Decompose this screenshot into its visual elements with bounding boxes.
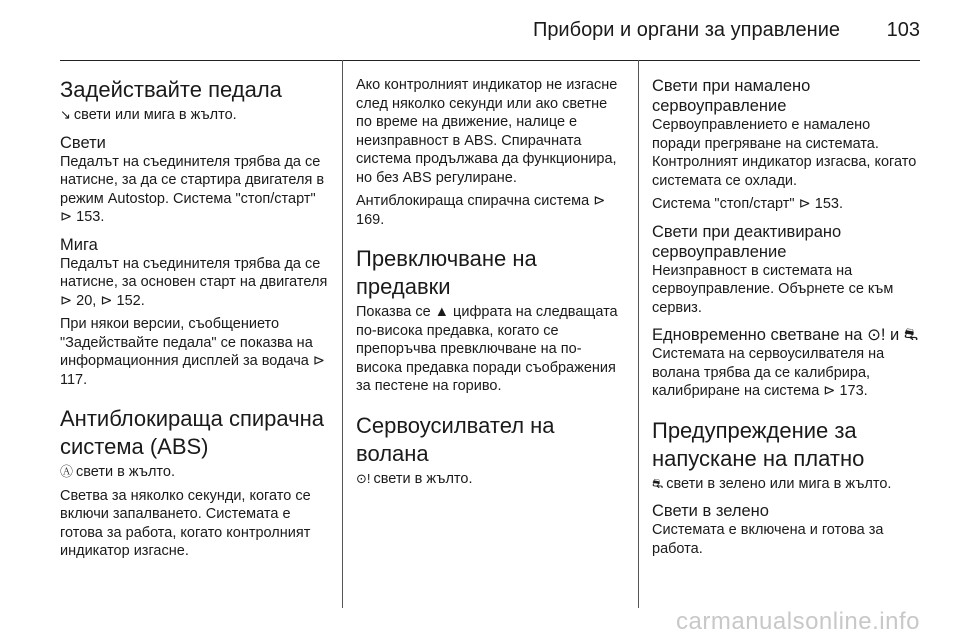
page-header — [0, 0, 960, 60]
abs-ref: Антиблокираща спирачна система ⊳ 169. — [356, 193, 606, 228]
abs-text: Светва за няколко секунди, когато се включи запалването. Системата е готова за работа, когато контролният индикатор изгасне. — [60, 487, 311, 559]
reduced-ref: Система "стоп/старт" ⊳ 153. — [652, 196, 843, 212]
chapter-title: Прибори и органи за управление — [532, 19, 840, 41]
reduced-text: Сервоуправлението е намалено поради прегряване на системата. Контролният индикатор изгасва, когато системата се охлади. — [652, 117, 917, 189]
steering-status: ⊙! свети в жълто. — [356, 470, 473, 487]
lit-text: Педалът на съединителя трябва да се натисне, за да се стартира двигателя в режим Autostop. Система "стоп/старт" ⊳ 153. — [60, 153, 325, 225]
heading-reduced: Свети при намалено сервоуправление — [652, 77, 811, 115]
lane-status: ⛐ свети в зелено или мига в жълто. — [652, 475, 892, 492]
column-divider — [638, 60, 639, 608]
column-3 — [652, 76, 922, 563]
column-1 — [60, 76, 328, 566]
shift-text: Показва се ▲ цифрата на следващата по-висока предавка, когато се препоръчва превключване на по-висока предавка поради съображения за пестене на гориво. — [356, 304, 618, 394]
header-rule — [60, 60, 920, 61]
heading-flash: Мига — [60, 235, 98, 254]
deactivated-text: Неизправност в системата на сервоуправление. Обърнете се към сервиз. — [652, 262, 894, 316]
abs-status: Ⓐ свети в жълто. — [60, 464, 176, 480]
column-2 — [356, 76, 624, 493]
flash-text: Педалът на съединителя трябва да се натисне, за основен старт на двигателя ⊳ 20, ⊳ 152. — [60, 255, 328, 309]
steering-warning-icon: ⊙! — [356, 470, 371, 486]
column-divider — [342, 60, 343, 608]
heading-lit: Свети — [60, 133, 106, 152]
abs-icon: Ⓐ — [60, 464, 74, 479]
lane-departure-icon: ⛐ — [652, 475, 664, 491]
green-text: Системата е включена и готова за работа. — [652, 522, 884, 557]
heading-steering: Сервоусилвател на волана — [356, 412, 555, 466]
heading-clutch: Задействайте педала — [60, 77, 282, 102]
heading-simultaneous: Едновременно светване на ⊙! и ⛐ — [652, 326, 919, 344]
simultaneous-text: Системата на сервоусилвателя на волана трябва да се калибрира, калибриране на система ⊳ 173. — [652, 346, 885, 399]
heading-lane-departure: Предупреждение за напускане на платно — [652, 417, 865, 471]
page-number: 103 — [886, 19, 920, 41]
heading-abs: Антиблокираща спирачна система (ABS) — [60, 406, 324, 459]
abs-text-2: Ако контролният индикатор не изгасне след няколко секунди или ако светне по време на движение, налице е неизправност в ABS. Спирачната система продължава да функционира, но без ABS регулиране. — [356, 77, 618, 186]
heading-deactivated: Свети при деактивирано сервоуправление — [652, 222, 842, 261]
flash-text-2: При някои версии, съобщението "Задействайте педала" се показва на информационния дисплей за водача ⊳ 117. — [60, 316, 326, 388]
heading-shift: Превключване на предавки — [356, 246, 537, 299]
clutch-pedal-icon: ↘ — [60, 107, 71, 122]
clutch-status: ↘ свети или мига в жълто. — [60, 107, 237, 123]
watermark: carmanualsonline.info — [676, 608, 920, 635]
heading-green: Свети в зелено — [652, 502, 769, 520]
